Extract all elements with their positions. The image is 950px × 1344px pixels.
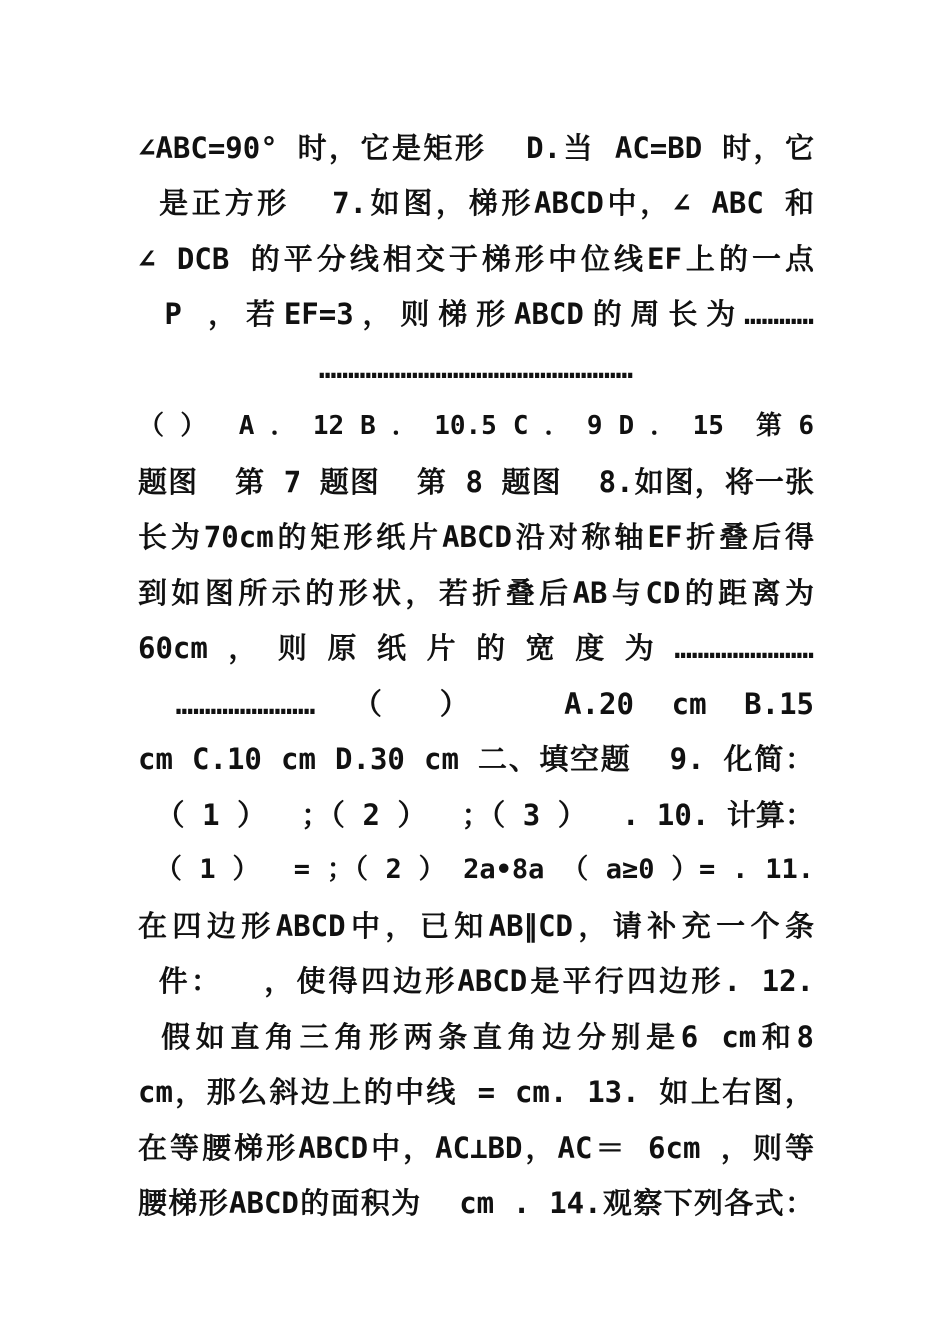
text-line: ∠ DCB 的平分线相交于梯形中位线EF上的一点 — [138, 242, 814, 276]
text-line: （ 1 ） = ；（ 2 ） 2a•8a （ a≥0 ）= . 11. — [138, 854, 814, 885]
text-line: P ，若EF=3，则梯形ABCD的周长为………… — [138, 297, 814, 331]
text-line: 是正方形 7.如图，梯形ABCD中，∠ ABC 和 — [138, 186, 814, 220]
text-line: 假如直角三角形两条直角边分别是6 cm和8 — [138, 1020, 814, 1054]
text-line: （ ） A ． 12 B ． 10.5 C ． 9 D ． 15 第 6 — [138, 411, 814, 441]
text-line: …………………… （ ） A.20 cm B.15 — [138, 687, 814, 721]
text-line: 长为70cm的矩形纸片ABCD沿对称轴EF折叠后得 — [138, 520, 814, 554]
text-line: ……………………………………………… — [318, 351, 634, 385]
text-line: 件： ，使得四边形ABCD是平行四边形. 12. — [138, 964, 814, 998]
text-line: （ 1 ） ；（ 2 ） ；（ 3 ） . 10. 计算： — [138, 798, 814, 832]
text-line: 在四边形ABCD中，已知AB∥CD，请补充一个条 — [138, 909, 814, 943]
text-line: 题图 第 7 题图 第 8 题图 8.如图，将一张 — [138, 465, 814, 499]
text-line: ∠ABC=90° 时，它是矩形 D.当 AC=BD 时，它 — [138, 131, 814, 165]
text-line: 60cm，则原纸片的宽度为…………………… — [138, 631, 814, 665]
text-line: cm C.10 cm D.30 cm 二、填空题 9. 化简： — [138, 742, 814, 776]
text-line: 在等腰梯形ABCD中，AC⊥BD，AC＝ 6cm ，则等 — [138, 1131, 814, 1165]
text-line: cm，那么斜边上的中线 = cm. 13. 如上右图， — [138, 1075, 814, 1109]
text-line: 到如图所示的形状，若折叠后AB与CD的距离为 — [138, 576, 814, 610]
text-line: 腰梯形ABCD的面积为 cm . 14.观察下列各式： — [138, 1186, 814, 1220]
